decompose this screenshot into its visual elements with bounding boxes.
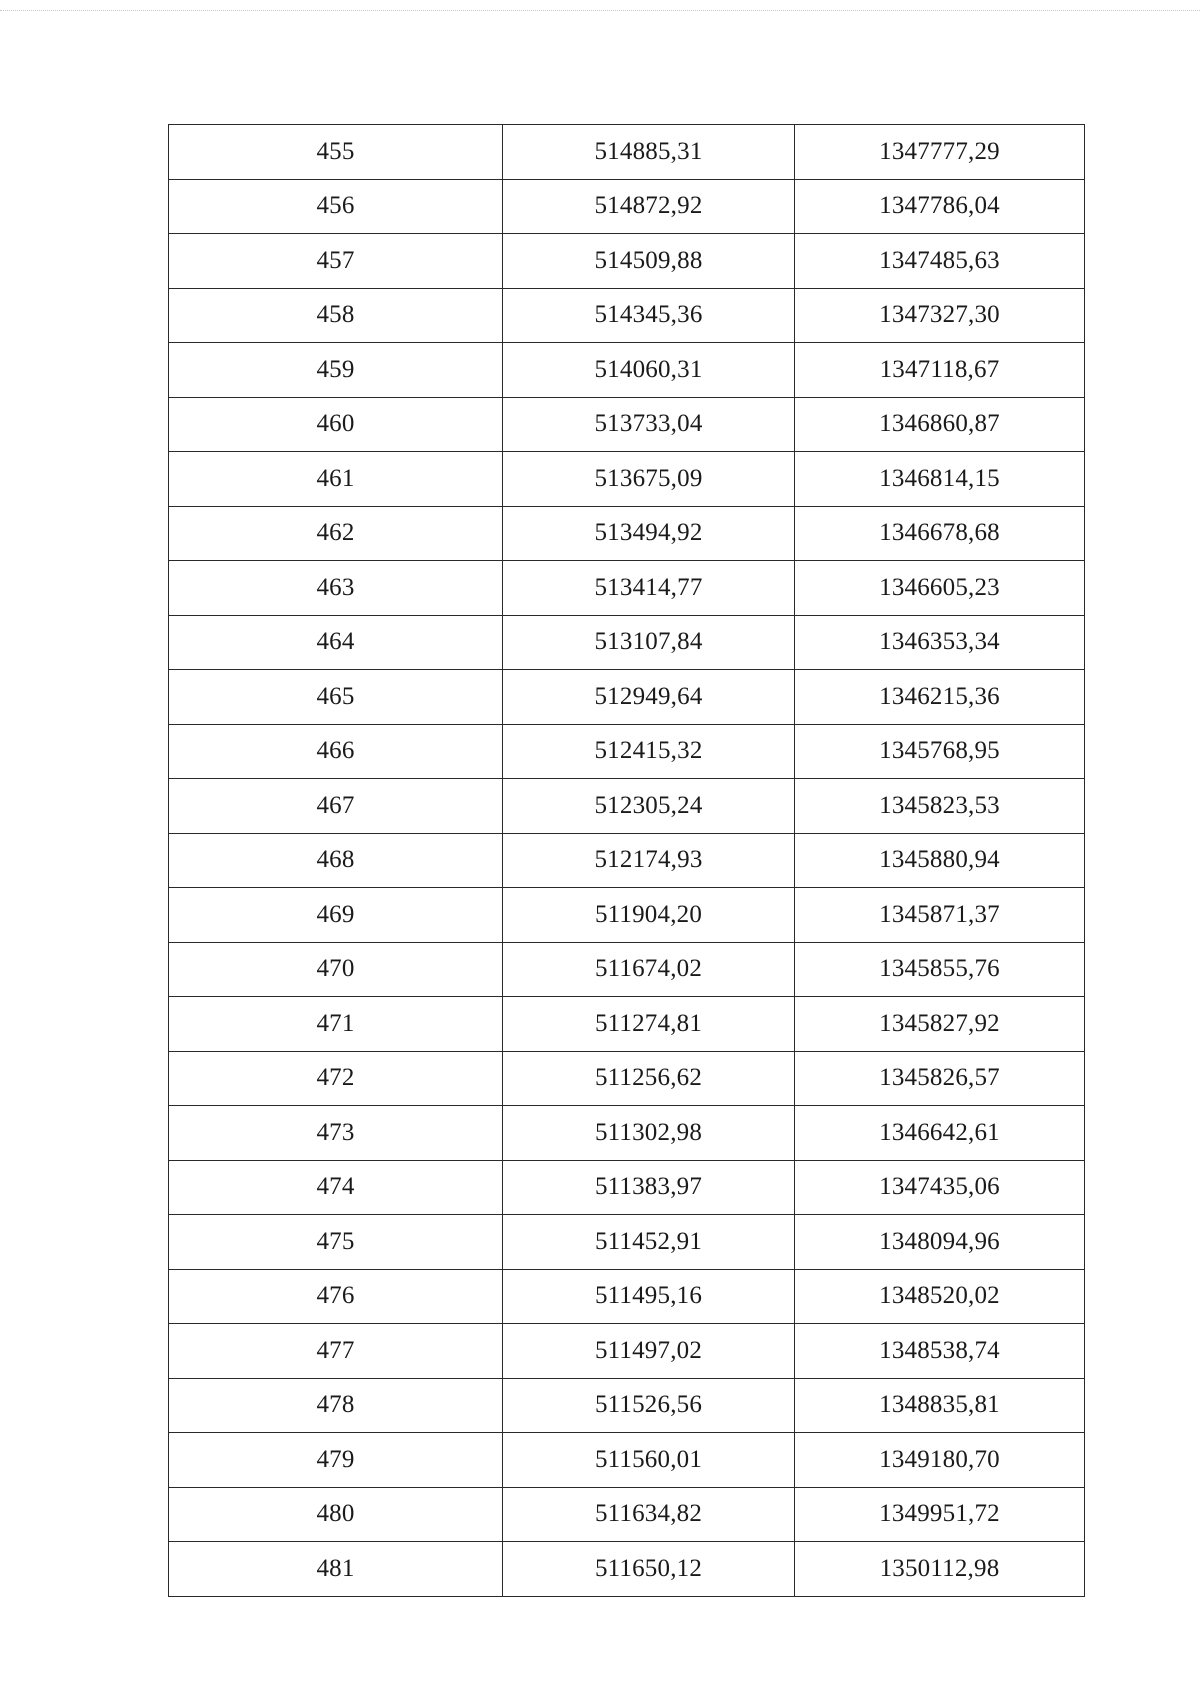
x-coordinate-cell: 514885,31 <box>503 125 795 180</box>
point-number-cell: 476 <box>169 1269 503 1324</box>
table-row <box>169 125 1085 180</box>
y-coordinate-cell: 1347435,06 <box>795 1160 1085 1215</box>
table-row <box>169 452 1085 507</box>
table-row <box>169 1378 1085 1433</box>
y-coordinate-cell: 1348094,96 <box>795 1215 1085 1270</box>
y-coordinate-cell: 1349180,70 <box>795 1433 1085 1488</box>
table-row <box>169 1215 1085 1270</box>
point-number-cell: 479 <box>169 1433 503 1488</box>
y-coordinate-cell: 1347777,29 <box>795 125 1085 180</box>
x-coordinate-cell: 511634,82 <box>503 1487 795 1542</box>
point-number-cell: 465 <box>169 670 503 725</box>
y-coordinate-cell: 1346605,23 <box>795 561 1085 616</box>
y-coordinate-cell: 1347485,63 <box>795 234 1085 289</box>
table-row <box>169 942 1085 997</box>
table-row <box>169 343 1085 398</box>
x-coordinate-cell: 513107,84 <box>503 615 795 670</box>
x-coordinate-cell: 514345,36 <box>503 288 795 343</box>
y-coordinate-cell: 1346215,36 <box>795 670 1085 725</box>
x-coordinate-cell: 512174,93 <box>503 833 795 888</box>
scan-top-edge <box>0 10 1200 11</box>
x-coordinate-cell: 511452,91 <box>503 1215 795 1270</box>
y-coordinate-cell: 1347786,04 <box>795 179 1085 234</box>
table-row <box>169 506 1085 561</box>
point-number-cell: 477 <box>169 1324 503 1379</box>
table-row <box>169 1433 1085 1488</box>
table-row <box>169 670 1085 725</box>
y-coordinate-cell: 1348520,02 <box>795 1269 1085 1324</box>
point-number-cell: 469 <box>169 888 503 943</box>
y-coordinate-cell: 1347327,30 <box>795 288 1085 343</box>
point-number-cell: 463 <box>169 561 503 616</box>
x-coordinate-cell: 511526,56 <box>503 1378 795 1433</box>
table-row <box>169 997 1085 1052</box>
point-number-cell: 467 <box>169 779 503 834</box>
table-row <box>169 179 1085 234</box>
table-row <box>169 234 1085 289</box>
x-coordinate-cell: 511904,20 <box>503 888 795 943</box>
y-coordinate-cell: 1346642,61 <box>795 1106 1085 1161</box>
y-coordinate-cell: 1345880,94 <box>795 833 1085 888</box>
table-row <box>169 833 1085 888</box>
x-coordinate-cell: 511302,98 <box>503 1106 795 1161</box>
table-row <box>169 288 1085 343</box>
y-coordinate-cell: 1348835,81 <box>795 1378 1085 1433</box>
point-number-cell: 457 <box>169 234 503 289</box>
table-row <box>169 1542 1085 1597</box>
y-coordinate-cell: 1345768,95 <box>795 724 1085 779</box>
point-number-cell: 466 <box>169 724 503 779</box>
point-number-cell: 478 <box>169 1378 503 1433</box>
y-coordinate-cell: 1345871,37 <box>795 888 1085 943</box>
x-coordinate-cell: 512415,32 <box>503 724 795 779</box>
point-number-cell: 456 <box>169 179 503 234</box>
table-row <box>169 724 1085 779</box>
x-coordinate-cell: 511256,62 <box>503 1051 795 1106</box>
table-row <box>169 1160 1085 1215</box>
x-coordinate-cell: 514509,88 <box>503 234 795 289</box>
y-coordinate-cell: 1345855,76 <box>795 942 1085 997</box>
x-coordinate-cell: 512305,24 <box>503 779 795 834</box>
x-coordinate-cell: 514872,92 <box>503 179 795 234</box>
point-number-cell: 459 <box>169 343 503 398</box>
table-row <box>169 779 1085 834</box>
y-coordinate-cell: 1349951,72 <box>795 1487 1085 1542</box>
x-coordinate-cell: 511495,16 <box>503 1269 795 1324</box>
point-number-cell: 471 <box>169 997 503 1052</box>
point-number-cell: 458 <box>169 288 503 343</box>
y-coordinate-cell: 1346678,68 <box>795 506 1085 561</box>
table-row <box>169 561 1085 616</box>
table-row <box>169 1051 1085 1106</box>
point-number-cell: 462 <box>169 506 503 561</box>
point-number-cell: 474 <box>169 1160 503 1215</box>
table-row <box>169 1106 1085 1161</box>
point-number-cell: 481 <box>169 1542 503 1597</box>
point-number-cell: 472 <box>169 1051 503 1106</box>
y-coordinate-cell: 1346353,34 <box>795 615 1085 670</box>
y-coordinate-cell: 1350112,98 <box>795 1542 1085 1597</box>
point-number-cell: 473 <box>169 1106 503 1161</box>
point-number-cell: 480 <box>169 1487 503 1542</box>
y-coordinate-cell: 1346814,15 <box>795 452 1085 507</box>
x-coordinate-cell: 511383,97 <box>503 1160 795 1215</box>
x-coordinate-cell: 513733,04 <box>503 397 795 452</box>
y-coordinate-cell: 1345826,57 <box>795 1051 1085 1106</box>
point-number-cell: 475 <box>169 1215 503 1270</box>
point-number-cell: 461 <box>169 452 503 507</box>
coordinates-table-body <box>169 125 1085 1597</box>
x-coordinate-cell: 511560,01 <box>503 1433 795 1488</box>
table-row <box>169 1487 1085 1542</box>
x-coordinate-cell: 511650,12 <box>503 1542 795 1597</box>
point-number-cell: 468 <box>169 833 503 888</box>
x-coordinate-cell: 513675,09 <box>503 452 795 507</box>
table-row <box>169 1324 1085 1379</box>
y-coordinate-cell: 1345827,92 <box>795 997 1085 1052</box>
point-number-cell: 464 <box>169 615 503 670</box>
table-row <box>169 888 1085 943</box>
x-coordinate-cell: 513494,92 <box>503 506 795 561</box>
x-coordinate-cell: 514060,31 <box>503 343 795 398</box>
table-row <box>169 1269 1085 1324</box>
x-coordinate-cell: 511674,02 <box>503 942 795 997</box>
point-number-cell: 455 <box>169 125 503 180</box>
y-coordinate-cell: 1348538,74 <box>795 1324 1085 1379</box>
x-coordinate-cell: 513414,77 <box>503 561 795 616</box>
x-coordinate-cell: 511497,02 <box>503 1324 795 1379</box>
table-row <box>169 397 1085 452</box>
coordinates-table <box>168 124 1085 1597</box>
point-number-cell: 470 <box>169 942 503 997</box>
x-coordinate-cell: 512949,64 <box>503 670 795 725</box>
x-coordinate-cell: 511274,81 <box>503 997 795 1052</box>
y-coordinate-cell: 1346860,87 <box>795 397 1085 452</box>
table-row <box>169 615 1085 670</box>
y-coordinate-cell: 1347118,67 <box>795 343 1085 398</box>
point-number-cell: 460 <box>169 397 503 452</box>
y-coordinate-cell: 1345823,53 <box>795 779 1085 834</box>
